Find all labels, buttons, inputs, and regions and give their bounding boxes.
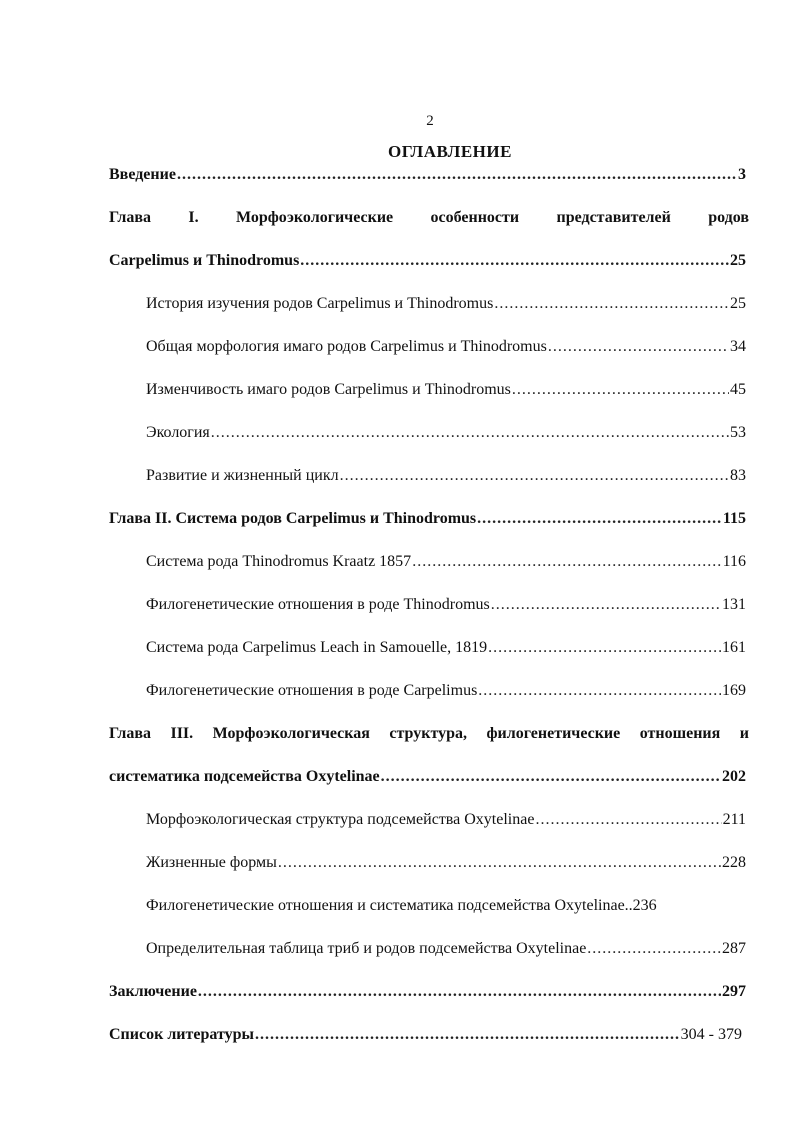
toc-entry-label: Система рода Thinodromus Kraatz 1857	[146, 553, 412, 570]
toc-entry-label: Система рода Carpelimus Leach in Samouelle, 1819	[146, 639, 488, 656]
toc-section[interactable]	[146, 465, 746, 487]
leader-dots	[548, 336, 729, 358]
toc-entry-page: 116	[722, 553, 746, 570]
leader-dots	[340, 465, 729, 487]
toc-entry-label: Общая морфология имаго родов Carpelimus и Thinodromus	[146, 338, 547, 355]
toc-entry-label: Список литературы	[109, 1026, 254, 1043]
leader-dots	[211, 422, 729, 444]
leader-dots	[535, 809, 721, 831]
toc-section[interactable]	[146, 680, 746, 702]
toc-entry-label: Изменчивость имаго родов Carpelimus и Thinodromus	[146, 381, 511, 398]
toc-entry-page: 25	[730, 252, 746, 269]
toc-entry-page: 202	[722, 768, 746, 785]
toc-section[interactable]	[146, 293, 746, 315]
toc-entry-page: 83	[730, 467, 746, 484]
toc-entry-page: 287	[722, 940, 746, 957]
toc-entry-label: Введение	[109, 166, 176, 183]
toc-entry-label: История изучения родов Carpelimus и Thinodromus	[146, 295, 494, 312]
leader-dots	[491, 594, 721, 616]
leader-dots	[512, 379, 729, 401]
toc-entry-references[interactable]	[109, 1024, 742, 1046]
toc-entry-page: 25	[730, 295, 746, 312]
toc-entry-label: Экология	[146, 424, 210, 441]
toc-section[interactable]	[146, 809, 746, 831]
leader-dots	[177, 164, 737, 186]
leader-dots	[412, 551, 721, 573]
toc-entry-label: Глава II. Система родов Carpelimus и Thinodromus	[109, 510, 477, 527]
toc-section[interactable]	[146, 895, 746, 917]
toc-entry-label: Заключение	[109, 983, 197, 1000]
toc-entry-page: 34	[730, 338, 746, 355]
leader-dots	[255, 1024, 680, 1046]
toc-chapter-1[interactable]	[109, 250, 746, 272]
toc-entry-page: 131	[722, 596, 746, 613]
toc-chapter-2[interactable]	[109, 508, 746, 530]
toc-section[interactable]	[146, 852, 746, 874]
leader-dots	[477, 508, 722, 530]
toc-entry-conclusion[interactable]	[109, 981, 746, 1003]
toc-entry-page: 45	[730, 381, 746, 398]
toc-entry-page: 304 - 379	[680, 1026, 742, 1043]
toc-entry-page: 211	[722, 811, 746, 828]
toc-entry-page: 115	[722, 510, 746, 527]
toc-entry-page: 169	[722, 682, 746, 699]
toc-entry-label: Определительная таблица триб и родов подсемейства Oxytelinae	[146, 940, 587, 957]
leader-dots	[587, 938, 721, 960]
toc-section[interactable]	[146, 551, 746, 573]
toc-chapter-3[interactable]	[109, 766, 746, 788]
leader-dots	[300, 250, 729, 272]
leader-dots	[278, 852, 721, 874]
toc-entry-label: Филогенетические отношения и систематика подсемейства Oxytelinae..	[146, 897, 633, 914]
leader-dots	[478, 680, 721, 702]
leader-dots	[198, 981, 721, 1003]
leader-dots	[494, 293, 729, 315]
toc-entry-label: Развитие и жизненный цикл	[146, 467, 339, 484]
toc-entry-page: 228	[722, 854, 746, 871]
toc-section[interactable]	[146, 379, 746, 401]
page-number: 2	[426, 113, 434, 129]
toc-section[interactable]	[146, 938, 746, 960]
toc-entry-label: Филогенетические отношения в роде Carpelimus	[146, 682, 478, 699]
toc-entry-label: Морфоэкологическая структура подсемейства Oxytelinae	[146, 811, 535, 828]
toc-entry-label: Carpelimus и Thinodromus	[109, 252, 300, 269]
toc-section[interactable]	[146, 422, 746, 444]
toc-chapter-1-heading[interactable]: Глава I. Морфоэкологические особенности представителей родов	[109, 209, 749, 226]
toc-title: ОГЛАВЛЕНИЕ	[388, 142, 512, 161]
leader-dots	[488, 637, 721, 659]
toc-entry-introduction[interactable]	[109, 164, 746, 186]
toc-entry-page: 297	[722, 983, 746, 1000]
leader-dots	[381, 766, 721, 788]
toc-entry-page: 3	[738, 166, 746, 183]
toc-section[interactable]	[146, 336, 746, 358]
toc-entry-page: 236	[632, 897, 657, 914]
toc-entry-label: Филогенетические отношения в роде Thinodromus	[146, 596, 490, 613]
toc-entry-page: 53	[730, 424, 746, 441]
toc-chapter-3-heading[interactable]: Глава III. Морфоэкологическая структура, филогенетические отношения и	[109, 725, 749, 742]
toc-entry-page: 161	[722, 639, 746, 656]
toc-entry-label: Жизненные формы	[146, 854, 277, 871]
toc-section[interactable]	[146, 637, 746, 659]
toc-section[interactable]	[146, 594, 746, 616]
toc-entry-label: систематика подсемейства Oxytelinae	[109, 768, 380, 785]
